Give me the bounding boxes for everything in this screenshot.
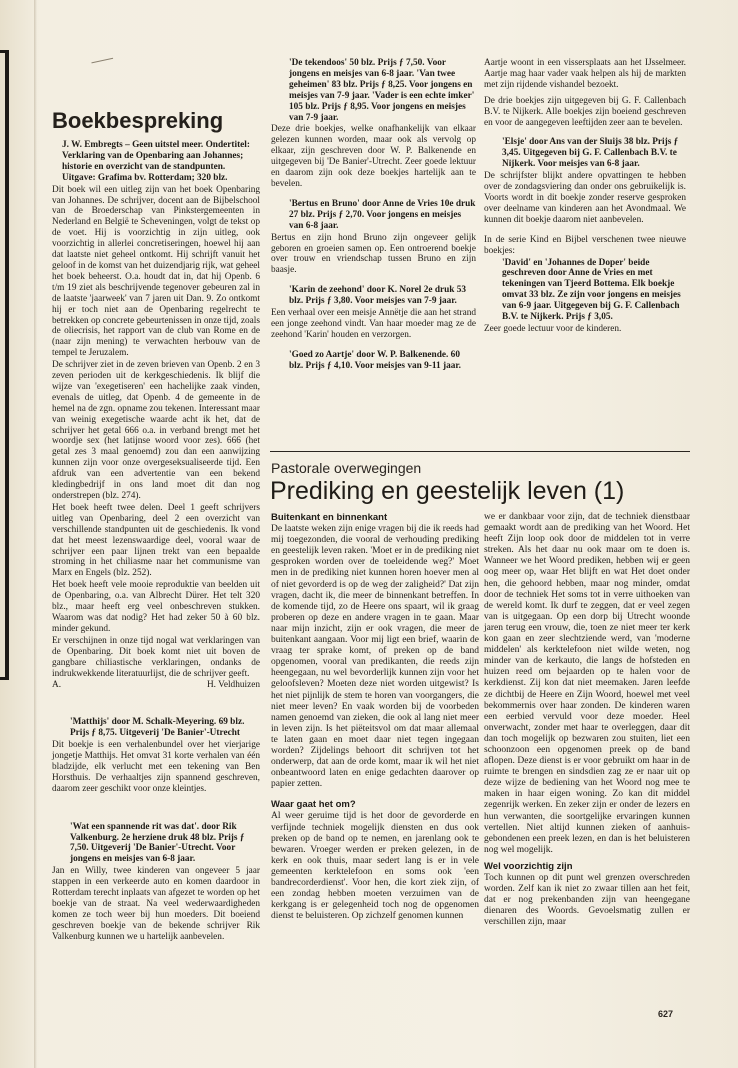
review-paragraph: Het boek heeft vele mooie reproduktie van beelden uit de Openbaring, o.a. van Albrecht Dürer. Het telt 320 blz., maar heeft erg veel onbeschreven stukken. Waarom was dat nodig? Het had zeker 50 à 60 blz. minder gekund. [52, 580, 260, 634]
review-paragraph: Het boek heeft twee delen. Deel 1 geeft schrijvers uitleg van Openbaring, deel 2 een overzicht van verschillende standpunten uit de geschiedenis. Ik vond dat het meest lezenswaardige deel, vooral waar de schrijver een paar lijnen trekt van een bepaalde stroming in het chiliasme naar het communisme van Marx en Engels (blz. 252). [52, 502, 260, 579]
book-entry-text: Aartje woont in een vissersplaats aan het IJsselmeer. Aartje mag haar vader vaak helpen als hij de markten met zijn rijdende vishandel bezoekt. [484, 58, 686, 90]
article-subheading: Buitenkant en binnenkant [271, 512, 388, 523]
book-entry-title: 'Elsje' door Ans van der Sluijs 38 blz. Prijs ƒ 3,45. Uitgegeven bij G. F. Callenbach B.V. te Nijkerk. Voor meisjes van 6-8 jaar. [502, 137, 679, 170]
book-list-column-right [484, 58, 686, 336]
binder-clip [0, 50, 9, 680]
book-entry-text: Zeer goede lectuur voor de kinderen. [484, 323, 622, 334]
article-subheading: Wel voorzichtig zijn [484, 860, 573, 872]
book-entry-text: De drie boekjes zijn uitgegeven bij G. F. Callenbach B.V. te Nijkerk. Alle boekjes zijn boeiend geschreven en voor de aangegeven leeftijden zeer aan te bevelen. [484, 95, 686, 128]
page-number: 627 [658, 1009, 674, 1019]
book-entry-text: In de serie Kind en Bijbel verschenen twee nieuwe boekjes: [484, 234, 686, 256]
section-title: Boekbespreking [52, 108, 224, 133]
book-entry-title: 'Karin de zeehond' door K. Norel 2e druk 53 blz. Prijs ƒ 3,80. Voor meisjes van 7-9 jaar. [289, 285, 467, 307]
book-entry-text: Bertus en zijn hond Bruno zijn ongeveer gelijk geboren en groeien samen op. Een ontroerend boekje over trouw en vriendschap tussen Bruno en zijn baasje. [271, 232, 476, 276]
article-subheading: Waar gaat het om? [271, 799, 356, 811]
book-entry-title: 'Wat een spannende rit was dat'. door Rik Valkenburg. 2e herziene druk 48 blz. Prijs ƒ 7,50. Uitgeverij 'De Banier'-Utrecht. Voor jongens en meisjes van 6-8 jaar. [70, 821, 245, 865]
article-headline: Prediking en geestelijk leven (1) [270, 477, 625, 505]
book-entry-title: 'Goed zo Aartje' door W. P. Balkenende. 60 blz. Prijs ƒ 4,10. Voor meisjes van 9-11 jaar. [289, 349, 461, 371]
section-divider [270, 451, 690, 452]
signature-author: H. Veldhuizen [206, 680, 260, 691]
review-paragraph: De schrijver ziet in de zeven brieven van Openb. 2 en 3 zeven perioden uit de kerkgeschiedenis. Ik blijf die wijze van 'exegetiseren' een hachelijke zaak vinden, evenals de uitleg, dat Openb. 4 de gemeente in de hemel na de zgn. opname zou tekenen. Interessant maar van weinig exegetische waarde acht ik het, dat de schrijver het getal 666 o.a. in verband brengt met het woordje sex (het latijnse woord voor zes). 666 (het getal zes 3 maal genoemd) zou dan een aanwijzing kunnen zijn voor onze overgeseksualiseerde tijd. Een afdruk van een advertentie van een bekend kledingbedrijf in ons land moet dit dan nog onderstrepen (blz. 274). [52, 360, 260, 501]
review-bibliography: J. W. Embregts – Geen uitstel meer. Ondertitel: Verklaring van de Openbaring aan Johannes; historie en overzicht van de standpunten. Uitgave: Grafima bv. Rotterdam; 320 blz. [62, 140, 250, 183]
book-list-column-middle [271, 58, 476, 373]
book-entry-title: 'De tekendoos' 50 blz. Prijs ƒ 7,50. Voor jongens en meisjes van 6-8 jaar. 'Van twee geheimen' 83 blz. Prijs ƒ 8,25. Voor jongens en meisjes van 7-9 jaar. 'Vader is een echte imker' 105 blz. Prijs ƒ 8,95. Voor jongens en meisjes van 7-9 jaar. [289, 58, 475, 123]
book-entry-text: Een verhaal over een meisje Annëtje die aan het strand een jonge zeehond vindt. Van haar moeder mag ze de zeehond 'Karin' houden en verzorgen. [271, 308, 476, 340]
article-paragraph: we er dankbaar voor zijn, dat de techniek dienstbaar gemaakt wordt aan de prediking van het Woord. Het heeft Zijn loop ook door de middelen tot in verre streken. Als het daar nu ook maar om te doen is. Wanneer we het Woord prediken, hebben wij er geen oog meer op, waar Het blijft en wat Het doet onder hen, die gehoord hebben, maar nog minder, omdat door de techniek Het soms tot in verre uithoeken van de wereld komt. Ik durf te zeggen, dat er veel zegen van is uitgegaan. Op een dorp bij Utrecht woonde jaren terug een vrouw, die, toen ze niet meer ter kerk kon gaan en zeer slechtziende werd, van 'moderne middelen' als kerktelefoon niet wilde weten, nog minder van de kerkauto, die langs de hofsteden en huizen reed om bejaarden op te halen voor de kerkdienst. Zij kon dat niet meemaken. Jaren leefde ze dichtbij de Heere en Zijn Woord, hoewel met veel bekommernis over haar zonden. De kinderen waren een eerbied vervuld voor deze moeder. Heel onverwacht, zonder met haar te overleggen, daar dit dan toch mogelijk op bezwaren zou stuiten, liet een schoonzoon een opgenomen preek op de band aflopen. Deze dienst is er voor gebruikt om haar in de ruimte te brengen en sindsdien zag ze er naar uit op deze wijze de bediening van het Woord nog mee te maken in haar eigen woning. Zo kan dit middel zegenrijk werken. En zeker zijn er onder de lezers en hun verwanten, die soortgelijke ervaringen kunnen vertellen. Niet altijd kunnen zieken of aanhuis-gebondenen een preek lezen, en dan is het beluisteren nog wel mogelijk. [484, 512, 690, 855]
book-entry-text: Dit boekje is een verhalenbundel over het vierjarige jongetje Matthijs. Het omvat 31 korte verhalen van één bladzijde, elk verlucht met een tekening van Ben Horsthuis. De verhaaltjes zijn spannend geschreven, daarom zeer geschikt voor onze kleintjes. [52, 740, 260, 794]
article-paragraph: De laatste weken zijn enige vragen bij die ik reeds had mij toegezonden, die vooral de verhouding prediking en geestelijk leven raken. 'Moet er in de prediking niet gesproken worden over de toeleidende weg?' Moet men in de prediking niet kunnen horen hoever men al of niet gevorderd is op de weg der zaligheid?' Dat zijn vragen, dacht ik, die meer de binnenkant betreffen. In de komende tijd, zo de Heere ons spaart, wil ik graag proberen op deze en andere vragen in te gaan. Maar naar mijn inzicht, zijn er ook vragen, die meer de buitenkant aangaan. Voor mij ligt een brief, waarin de vraag ter sprake komt, of preken op de band opgenomen, vooral van predikanten, die reeds zijn heengegaan, nu wel bevorderlijk kunnen zijn voor het geloofsleven? Moeten deze niet worden uitgewist? Is het niet pijnlijk de stem te horen van voorgangers, die niet meer leven? En vaak worden bij de voorbeden namen genoemd van zieken, die ook al lang niet meer in leven zijn. Is het piëteitsvol om dat maar allemaal te laten gaan en moet daar niet tegen ingegaan worden? Zijdelings behoort dit schrijven tot het onderwerp, dat aan de orde komt, maar ik wil het niet onbeantwoord laten en enige gedachten daarover op papier zetten. [271, 524, 479, 790]
signature-initial: A. [52, 680, 62, 691]
book-entry-text: Deze drie boekjes, welke onafhankelijk van elkaar gelezen kunnen worden, maar ook als vervolg op elkaar, zijn geschreven door W. P. Balkenende en uitgegeven bij 'De Banier'-Utrecht. Zeer goede lektuur en daarom zijn ook deze boekjes hartelijk aan te bevelen. [271, 124, 476, 189]
book-entry-title: 'Matthijs' door M. Schalk-Meyering. 69 blz. Prijs ƒ 8,75. Uitgeverij 'De Banier'-Utrecht [70, 717, 245, 739]
article-paragraph: Al weer geruime tijd is het door de gevorderde en verfijnde techniek mogelijk diensten en dus ook preken op de band op te nemen, en jarenlang ook te bewaren. Vroeger werden er preken gelezen, in de kerk en ook thuis, maar sedert lang is er in vele gemeenten kerktelefoon en soms ook 'een bandrecorderdienst'. Voor hen, die kort ziek zijn, of een zondag hebben moeten verzuimen van de kerkgang is er gelegenheid toch nog de opgenomen dienst te beluisteren. Op zichzelf genomen kunnen [271, 811, 479, 922]
book-entry-text: De schrijfster blijkt andere opvattingen te hebben over de zondagsviering dan onder ons gebruikelijk is. Voorts wordt in dit boekje zonder reserve gesproken over deelname van kinderen aan het Avondmaal. We kunnen dit boekje daarom niet aanbevelen. [484, 171, 686, 225]
book-entry-text: Jan en Willy, twee kinderen van ongeveer 5 jaar stappen in een verkeerde auto en komen daardoor in Rotterdam terecht inplaats van afgezet te worden op het boekje van de straat. Na veel wederwaardigheden komen ze toch weer bij hun moeders. Dit boeiend geschreven boekje van de bekende schrijver Rik Valkenburg kunnen we u hartelijk aanbevelen. [52, 866, 260, 942]
review-signature [52, 680, 260, 691]
article-kicker: Pastorale overwegingen [271, 460, 422, 476]
review-paragraph: Er verschijnen in onze tijd nogal wat verklaringen van de Openbaring. Dit boek komt niet uit boven de gangbare chiliastische verklaringen, ondanks de indrukwekkende literatuurlijst, die de schrijver geeft. [52, 635, 260, 679]
article-paragraph: Toch kunnen op dit punt wel grenzen overschreden worden. Zelf kan ik niet zo zwaar tillen aan het feit, dat er nog prekenbanden zijn van heengegane dienaren des Woords. Gevoelsmatig zullen er verschillen zijn, maar [484, 873, 690, 928]
article-column-right [484, 512, 690, 929]
book-entry-title: 'David' en 'Johannes de Doper' beide geschreven door Anne de Vries en met tekeningen van Tjeerd Bottema. Elk boekje omvat 33 blz. Ze zijn voor jongens en meisjes van 6-9 jaar. Uitgegeven bij G. F. Callenbach B.V. te Nijkerk. Prijs ƒ 3,05. [502, 257, 681, 323]
article-column-left [271, 512, 479, 923]
book-entry-title: 'Bertus en Bruno' door Anne de Vries 10e druk 27 blz. Prijs ƒ 2,70. Voor jongens en meisjes van 6-8 jaar. [289, 198, 476, 231]
page-fold-shadow [34, 0, 37, 1068]
book-review-column [52, 54, 260, 944]
review-paragraph: Dit boek wil een uitleg zijn van het boek Openbaring van Johannes. De schrijver, docent aan de Bijbelschool van de Broederschap van Pinkstergemeenten in Nederland en België te Scheveningen, volgt de tekst op de voet. Hij is voorzichtig in zijn uitleg, ook voorzichtig in allerlei concretiseringen, hoewel hij aan dat laatste niet geheel ontkomt. Hij schrijft vanuit het geloof in de komst van het duizendjarig rijk, wat geheel het boek beheerst. O.a. houdt dat in, dat hij Openb. 6 t/m 19 ziet als beschrijvende tegenover gebeuren zal in de laatste 'jaarweek' van 7 jaren uit Dan. 9. Zo ontkomt hij er toch niet aan de Openbaring regelrecht te betrekken op concrete gebeurtenissen in onze tijd, zoals de oliecrisis, het rapport van de club van Rome en de (naar zijn mening) te verwachten herbouw van de tempel te Jeruzalem. [52, 184, 260, 359]
